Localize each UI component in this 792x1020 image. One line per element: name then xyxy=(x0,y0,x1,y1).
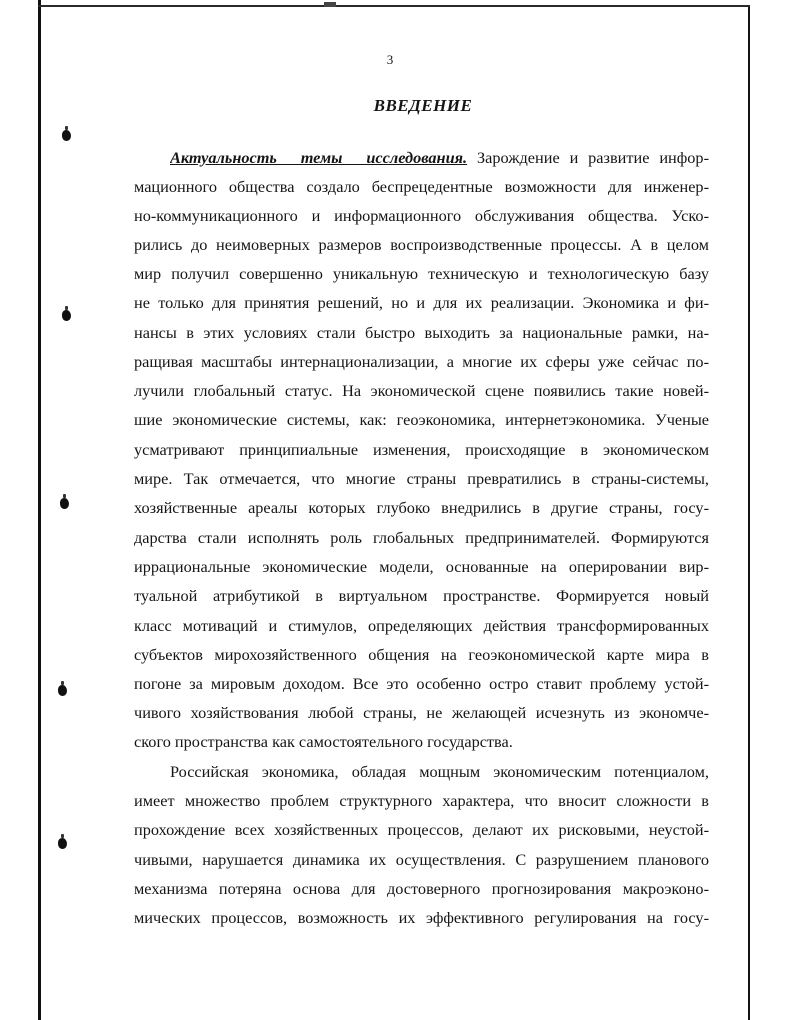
paragraph-line: Российская экономика, обладая мощным экономическим потенциалом, xyxy=(170,762,709,781)
scan-border-top xyxy=(38,5,750,7)
paragraph-line: мационного общества создало беспрецедентные возможности для инженер- xyxy=(134,177,709,196)
binder-hole xyxy=(58,685,67,696)
paragraph-line: мир получил совершенно уникальную техническую и технологическую базу xyxy=(134,264,709,283)
paragraph-line: чивого хозяйствования любой страны, не желающей исчезнуть из экономче- xyxy=(134,703,709,722)
paragraph-line xyxy=(170,147,709,169)
paragraph-line: рились до неимоверных размеров воспроизводственные процессы. А в целом xyxy=(134,235,709,254)
paragraph-line: не только для принятия решений, но и для их реализации. Экономика и фи- xyxy=(134,293,709,312)
scan-border-right xyxy=(748,6,750,1020)
paragraph-line: чивыми, нарушается динамика их осуществления. С разрушением планового xyxy=(134,850,709,869)
paragraph-line: нансы в этих условиях стали быстро выходить за национальные рамки, на- xyxy=(134,323,709,342)
paragraph-line: шие экономические системы, как: геоэкономика, интернетэкономика. Ученые xyxy=(134,410,709,429)
binder-hole xyxy=(62,310,71,321)
paragraph-line: погоне за мировым доходом. Все это особенно остро ставит проблему устой- xyxy=(134,674,709,693)
paragraph-line: субъектов мирохозяйственного общения на геоэкономической карте мира в xyxy=(134,645,709,664)
paragraph-line: хозяйственные ареалы которых глубоко внедрились в другие страны, госу- xyxy=(134,498,709,517)
paragraph-line: прохождение всех хозяйственных процессов, делают их рисковыми, неустой- xyxy=(134,820,709,839)
paragraph-line: мире. Так отмечается, что многие страны превратились в страны-системы, xyxy=(134,469,709,488)
paragraph-line: иррациональные экономические модели, основанные на оперировании вир- xyxy=(134,557,709,576)
paragraph-line: туальной атрибутикой в виртуальном пространстве. Формируется новый xyxy=(134,586,709,605)
paragraph-line: ращивая масштабы интернационализации, а многие их сферы уже сейчас по- xyxy=(134,352,709,371)
paragraph-line: лучили глобальный статус. На экономической сцене появились такие новей- xyxy=(134,381,709,400)
paragraph-line: мических процессов, возможность их эффективного регулирования на госу- xyxy=(134,908,709,927)
paragraph-line: усматривают принципиальные изменения, происходящие в экономическом xyxy=(134,440,709,459)
scan-mark xyxy=(324,2,336,7)
binder-hole xyxy=(60,498,69,509)
section-heading: ВВЕДЕНИЕ xyxy=(373,96,473,115)
line-text: Зарождение и развитие инфор- xyxy=(477,148,709,167)
binder-hole xyxy=(62,130,71,141)
page-number: 3 xyxy=(386,52,394,67)
paragraph-line: механизма потеряна основа для достоверного прогнозирования макроэконо- xyxy=(134,879,709,898)
binder-hole xyxy=(58,838,67,849)
scan-border-left xyxy=(38,0,41,1020)
paragraph-line: класс мотиваций и стимулов, определяющих действия трансформированных xyxy=(134,616,709,635)
paragraph-line: имеет множество проблем структурного характера, что вносит сложности в xyxy=(134,791,709,810)
paragraph-line: ского пространства как самостоятельного государства. xyxy=(134,732,513,751)
paragraph-line: но-коммуникационного и информационного обслуживания общества. Уско- xyxy=(134,206,709,225)
paragraph-line: дарства стали исполнять роль глобальных предпринимателей. Формируются xyxy=(134,528,709,547)
topic-label: Актуальность темы исследования. xyxy=(170,148,468,167)
